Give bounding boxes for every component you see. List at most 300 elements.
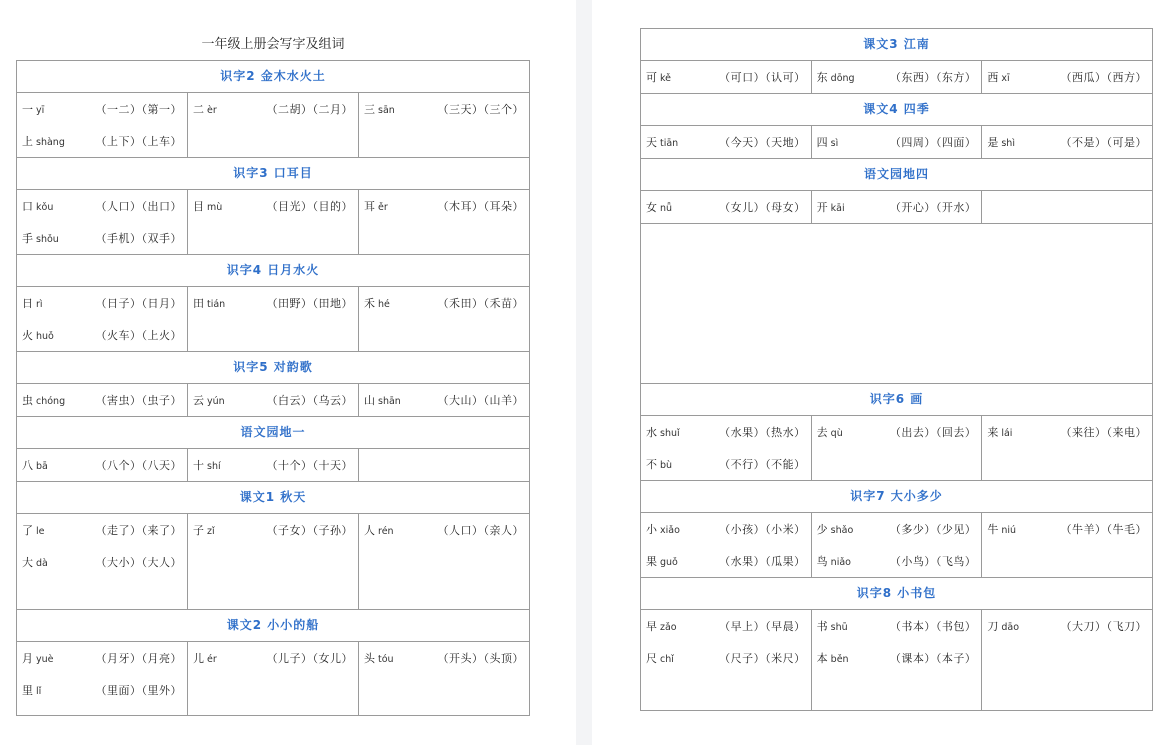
character: 去 [816, 426, 828, 439]
example-words: （禾田）（禾苗） [437, 297, 524, 310]
pinyin: huǒ [36, 331, 54, 342]
word-entry [22, 674, 182, 706]
word-entry [22, 514, 182, 546]
document-title: 一年级上册会写字及组词 [201, 37, 345, 52]
character: 子 [193, 524, 204, 537]
section-row [17, 514, 529, 610]
character: 头 [364, 652, 375, 665]
character-group [22, 327, 54, 343]
character-group [364, 198, 388, 214]
pinyin: shǎo [830, 525, 854, 536]
table-cell [641, 416, 812, 480]
character-group [987, 618, 1019, 634]
section-heading: 课文2 小小的船 [17, 610, 529, 642]
word-entry [22, 449, 182, 481]
table-cell [812, 416, 983, 480]
word-entry [364, 642, 524, 674]
character-group [193, 101, 217, 117]
word-entry [22, 93, 182, 125]
example-words: （女儿）（母女） [719, 201, 806, 214]
character-group [817, 553, 851, 569]
table-cell [359, 514, 529, 609]
word-entry [193, 449, 353, 481]
character-group [22, 682, 41, 698]
table-cell [982, 610, 1152, 710]
example-words: （儿子）（女儿） [266, 652, 353, 665]
table-cell [641, 126, 812, 158]
pinyin: dāo [1001, 622, 1020, 633]
word-entry [22, 222, 182, 254]
section-heading: 识字2 金木水火土 [17, 61, 529, 93]
word-entry [364, 287, 524, 319]
word-entry [22, 642, 182, 674]
word-entry [817, 545, 977, 577]
character-group [22, 392, 65, 408]
section-row [641, 191, 1152, 224]
section-row [641, 61, 1152, 94]
word-entry [364, 93, 524, 125]
word-entry [987, 513, 1147, 545]
pinyin: sān [378, 105, 395, 116]
character-group [22, 650, 54, 666]
character-group [193, 522, 215, 538]
example-words: （人口）（亲人） [437, 524, 524, 537]
character: 可 [646, 71, 657, 84]
pinyin: guǒ [660, 557, 678, 568]
pinyin: shí [207, 461, 221, 472]
character-group [646, 199, 672, 215]
pinyin: tiān [660, 138, 679, 149]
example-words: （里面）（里外） [95, 684, 182, 697]
character-group [22, 554, 48, 570]
example-words: （手机）（双手） [95, 232, 182, 245]
word-entry [817, 61, 977, 93]
character-group [22, 522, 44, 538]
example-words: （来往）（来电） [1060, 426, 1148, 439]
example-words: （月牙）（月亮） [95, 652, 182, 665]
pinyin: lái [1001, 428, 1013, 439]
word-entry [646, 416, 806, 448]
example-words: （大山）（山羊） [437, 394, 524, 407]
character: 大 [22, 556, 33, 569]
pinyin: yī [36, 105, 45, 116]
word-entry [646, 448, 806, 480]
character: 十 [193, 459, 204, 472]
example-words: （开心）（开水） [889, 201, 977, 214]
character: 小 [646, 523, 657, 536]
character: 来 [987, 426, 999, 439]
character: 里 [22, 684, 33, 697]
character-group [364, 522, 394, 538]
table-cell [17, 190, 188, 254]
character: 八 [22, 459, 33, 472]
table-cell [188, 190, 359, 254]
pinyin: shàng [36, 137, 65, 148]
character: 虫 [22, 394, 33, 407]
example-words: （大刀）（飞刀） [1060, 620, 1148, 633]
table-cell [641, 610, 812, 710]
pinyin: běn [830, 654, 849, 665]
table-cell [982, 61, 1152, 93]
character-group [364, 295, 390, 311]
example-words: （今天）（天地） [719, 136, 806, 149]
table-cell [812, 126, 983, 158]
pinyin: yún [207, 396, 225, 407]
pinyin: shuǐ [660, 428, 680, 439]
table-cell [188, 642, 359, 715]
section-heading: 识字8 小书包 [641, 578, 1152, 610]
character-group [646, 424, 680, 440]
example-words: （书本）（书包） [889, 620, 977, 633]
example-words: （不是）（可是） [1060, 136, 1148, 149]
table-cell [812, 513, 983, 577]
section-row [641, 610, 1152, 711]
character-group [817, 618, 848, 634]
section-heading: 识字3 口耳目 [17, 158, 529, 190]
table-cell [188, 384, 359, 416]
character-group [364, 392, 401, 408]
pinyin: sì [830, 138, 839, 149]
word-entry [22, 546, 182, 578]
pinyin: yuè [36, 654, 54, 665]
table-cell [188, 287, 359, 351]
table-cell [188, 93, 359, 157]
character: 少 [816, 523, 828, 536]
table-cell [17, 287, 188, 351]
example-words: （小孩）（小米） [719, 523, 806, 536]
word-entry [646, 61, 806, 93]
character: 四 [816, 136, 828, 149]
character-group [817, 521, 854, 537]
table-cell [812, 610, 983, 710]
character-group [193, 650, 217, 666]
character: 开 [816, 201, 828, 214]
character-group [987, 69, 1009, 85]
pinyin: nǚ [660, 203, 673, 214]
character: 三 [364, 103, 375, 116]
character-group [646, 650, 674, 666]
character: 耳 [364, 200, 375, 213]
example-words: （课本）（本子） [889, 652, 977, 665]
section-row [641, 416, 1152, 481]
character: 田 [193, 297, 204, 310]
pinyin: dà [36, 558, 48, 569]
word-entry [646, 126, 806, 158]
pinyin: ér [207, 654, 217, 665]
example-words: （可口）（认可） [719, 71, 806, 84]
example-words: （多少）（少见） [889, 523, 977, 536]
character: 人 [364, 524, 375, 537]
example-words: （木耳）（耳朵） [437, 200, 524, 213]
example-words: （火车）（上火） [95, 329, 182, 342]
word-entry [193, 287, 353, 319]
blank-area [641, 224, 1152, 384]
example-words: （出去）（回去） [889, 426, 977, 439]
character-group [817, 69, 855, 85]
character: 日 [22, 297, 33, 310]
character: 上 [22, 135, 33, 148]
word-entry [817, 642, 977, 674]
word-entry [22, 319, 182, 351]
pinyin: chǐ [660, 654, 674, 665]
word-entry [987, 126, 1147, 158]
pinyin: shān [378, 396, 401, 407]
pinyin: rén [378, 526, 394, 537]
example-words: （一二）（第一） [95, 103, 182, 116]
word-entry [987, 610, 1147, 642]
character: 月 [22, 652, 33, 665]
example-words: （害虫）（虫子） [95, 394, 182, 407]
pinyin: dōng [830, 73, 855, 84]
left-word-table [16, 60, 530, 716]
character-group [193, 457, 221, 473]
character-group [987, 424, 1012, 440]
character: 二 [193, 103, 204, 116]
character-group [364, 101, 395, 117]
table-cell [641, 513, 812, 577]
example-words: （水果）（瓜果） [719, 555, 806, 568]
table-cell [188, 449, 359, 481]
pinyin: bù [660, 460, 673, 471]
character: 云 [193, 394, 204, 407]
word-entry [817, 416, 977, 448]
character: 是 [987, 136, 999, 149]
table-cell [17, 93, 188, 157]
pinyin: ěr [378, 202, 388, 213]
section-heading: 识字7 大小多少 [641, 481, 1152, 513]
example-words: （小鸟）（飞鸟） [889, 555, 977, 568]
pinyin: èr [207, 105, 217, 116]
word-entry [364, 384, 524, 416]
pinyin: niú [1001, 525, 1017, 536]
section-row [17, 287, 529, 352]
table-cell [812, 61, 983, 93]
example-words: （尺子）（米尺） [719, 652, 806, 665]
section-heading: 课文4 四季 [641, 94, 1152, 126]
word-entry [22, 287, 182, 319]
character: 鸟 [816, 555, 828, 568]
character-group [817, 199, 845, 215]
pinyin: tóu [378, 654, 394, 665]
pinyin: lǐ [36, 686, 42, 697]
pinyin: shǒu [36, 234, 59, 245]
character-group [22, 133, 65, 149]
table-cell [17, 384, 188, 416]
section-heading: 语文园地一 [17, 417, 529, 449]
section-heading: 识字6 画 [641, 384, 1152, 416]
example-words: （早上）（早晨） [719, 620, 806, 633]
character: 本 [816, 652, 828, 665]
character: 东 [816, 71, 828, 84]
example-words: （十个）（十天） [266, 459, 353, 472]
word-entry [646, 642, 806, 674]
pinyin: bā [36, 461, 48, 472]
character-group [364, 650, 394, 666]
word-entry [193, 514, 353, 546]
example-words: （日子）（日月） [95, 297, 182, 310]
character-group [987, 134, 1015, 150]
pinyin: chóng [36, 396, 66, 407]
character-group [22, 198, 53, 214]
pinyin: zǐ [207, 526, 215, 537]
word-entry [22, 190, 182, 222]
section-row [641, 126, 1152, 159]
character-group [22, 101, 44, 117]
table-cell [982, 513, 1152, 577]
example-words: （不行）（不能） [719, 458, 806, 471]
word-entry [193, 384, 353, 416]
character: 了 [22, 524, 33, 537]
character-group [22, 295, 43, 311]
character: 手 [22, 232, 33, 245]
section-row [641, 513, 1152, 578]
pinyin: xī [1001, 73, 1010, 84]
word-entry [646, 610, 806, 642]
word-entry [817, 610, 977, 642]
pinyin: hé [378, 299, 390, 310]
character: 山 [364, 394, 375, 407]
character: 尺 [646, 652, 657, 665]
pinyin: zǎo [660, 622, 677, 633]
character: 一 [22, 103, 33, 116]
example-words: （二胡）（二月） [266, 103, 353, 116]
example-words: （大小）（大人） [95, 556, 182, 569]
pinyin: shì [1001, 138, 1015, 149]
example-words: （八个）（八天） [95, 459, 182, 472]
character-group [817, 650, 849, 666]
example-words: （四周）（四面） [889, 136, 977, 149]
character-group [193, 295, 225, 311]
character: 禾 [364, 297, 375, 310]
character-group [22, 457, 48, 473]
character: 早 [646, 620, 657, 633]
example-words: （开头）（头顶） [437, 652, 524, 665]
section-row [17, 190, 529, 255]
table-cell [359, 384, 529, 416]
word-entry [646, 545, 806, 577]
section-heading: 语文园地四 [641, 159, 1152, 191]
character-group [646, 69, 671, 85]
example-words: （田野）（田地） [266, 297, 353, 310]
word-entry [193, 642, 353, 674]
pinyin: rì [36, 299, 43, 310]
table-cell [982, 416, 1152, 480]
example-words: （目光）（目的） [266, 200, 353, 213]
table-cell [188, 514, 359, 609]
example-words: （牛羊）（牛毛） [1060, 523, 1148, 536]
character: 女 [646, 201, 657, 214]
table-cell [359, 93, 529, 157]
character: 目 [193, 200, 204, 213]
pinyin: le [36, 526, 45, 537]
example-words: （水果）（热水） [719, 426, 806, 439]
character: 儿 [193, 652, 204, 665]
character-group [646, 521, 680, 537]
word-entry [193, 93, 353, 125]
character: 口 [22, 200, 33, 213]
table-cell [17, 514, 188, 609]
table-cell [812, 191, 983, 223]
section-heading: 课文3 江南 [641, 29, 1152, 61]
word-entry [817, 191, 977, 223]
table-cell [641, 191, 812, 223]
example-words: （白云）（乌云） [266, 394, 353, 407]
pinyin: qù [830, 428, 843, 439]
table-cell [17, 642, 188, 715]
section-row [17, 384, 529, 417]
section-heading: 识字5 对韵歌 [17, 352, 529, 384]
example-words: （西瓜）（西方） [1060, 71, 1148, 84]
pinyin: shū [830, 622, 848, 633]
pinyin: xiǎo [660, 525, 680, 536]
character: 天 [646, 136, 657, 149]
word-entry [193, 190, 353, 222]
pinyin: tián [207, 299, 226, 310]
character-group [193, 198, 222, 214]
word-entry [817, 513, 977, 545]
section-heading: 识字4 日月水火 [17, 255, 529, 287]
pinyin: kāi [830, 203, 845, 214]
character-group [193, 392, 225, 408]
character-group [817, 424, 843, 440]
word-entry [646, 513, 806, 545]
character: 火 [22, 329, 33, 342]
example-words: （人口）（出口） [95, 200, 182, 213]
character: 水 [646, 426, 657, 439]
table-cell [641, 61, 812, 93]
pinyin: niǎo [830, 557, 851, 568]
character-group [817, 134, 839, 150]
section-heading: 课文1 秋天 [17, 482, 529, 514]
word-entry [987, 61, 1147, 93]
pinyin: kǒu [36, 202, 54, 213]
example-words: （上下）（上车） [95, 135, 182, 148]
word-entry [987, 416, 1147, 448]
table-cell [982, 191, 1152, 223]
pinyin: kě [660, 73, 672, 84]
table-cell [359, 449, 529, 481]
table-cell [359, 287, 529, 351]
character: 牛 [987, 523, 999, 536]
right-word-table [640, 28, 1153, 711]
word-entry [646, 191, 806, 223]
character: 西 [987, 71, 999, 84]
example-words: （三天）（三个） [437, 103, 524, 116]
word-entry [22, 125, 182, 157]
character-group [646, 618, 677, 634]
character: 书 [816, 620, 828, 633]
word-entry [22, 384, 182, 416]
pinyin: mù [207, 202, 223, 213]
character-group [646, 134, 678, 150]
section-row [17, 449, 529, 482]
example-words: （东西）（东方） [889, 71, 977, 84]
example-words: （走了）（来了） [95, 524, 182, 537]
section-row [17, 642, 529, 716]
table-cell [359, 642, 529, 715]
table-cell [17, 449, 188, 481]
character-group [646, 456, 672, 472]
word-entry [364, 190, 524, 222]
table-cell [982, 126, 1152, 158]
section-row [17, 93, 529, 158]
character: 果 [646, 555, 657, 568]
character-group [646, 553, 678, 569]
character: 刀 [987, 620, 999, 633]
example-words: （子女）（子孙） [266, 524, 353, 537]
word-entry [364, 514, 524, 546]
word-entry [817, 126, 977, 158]
